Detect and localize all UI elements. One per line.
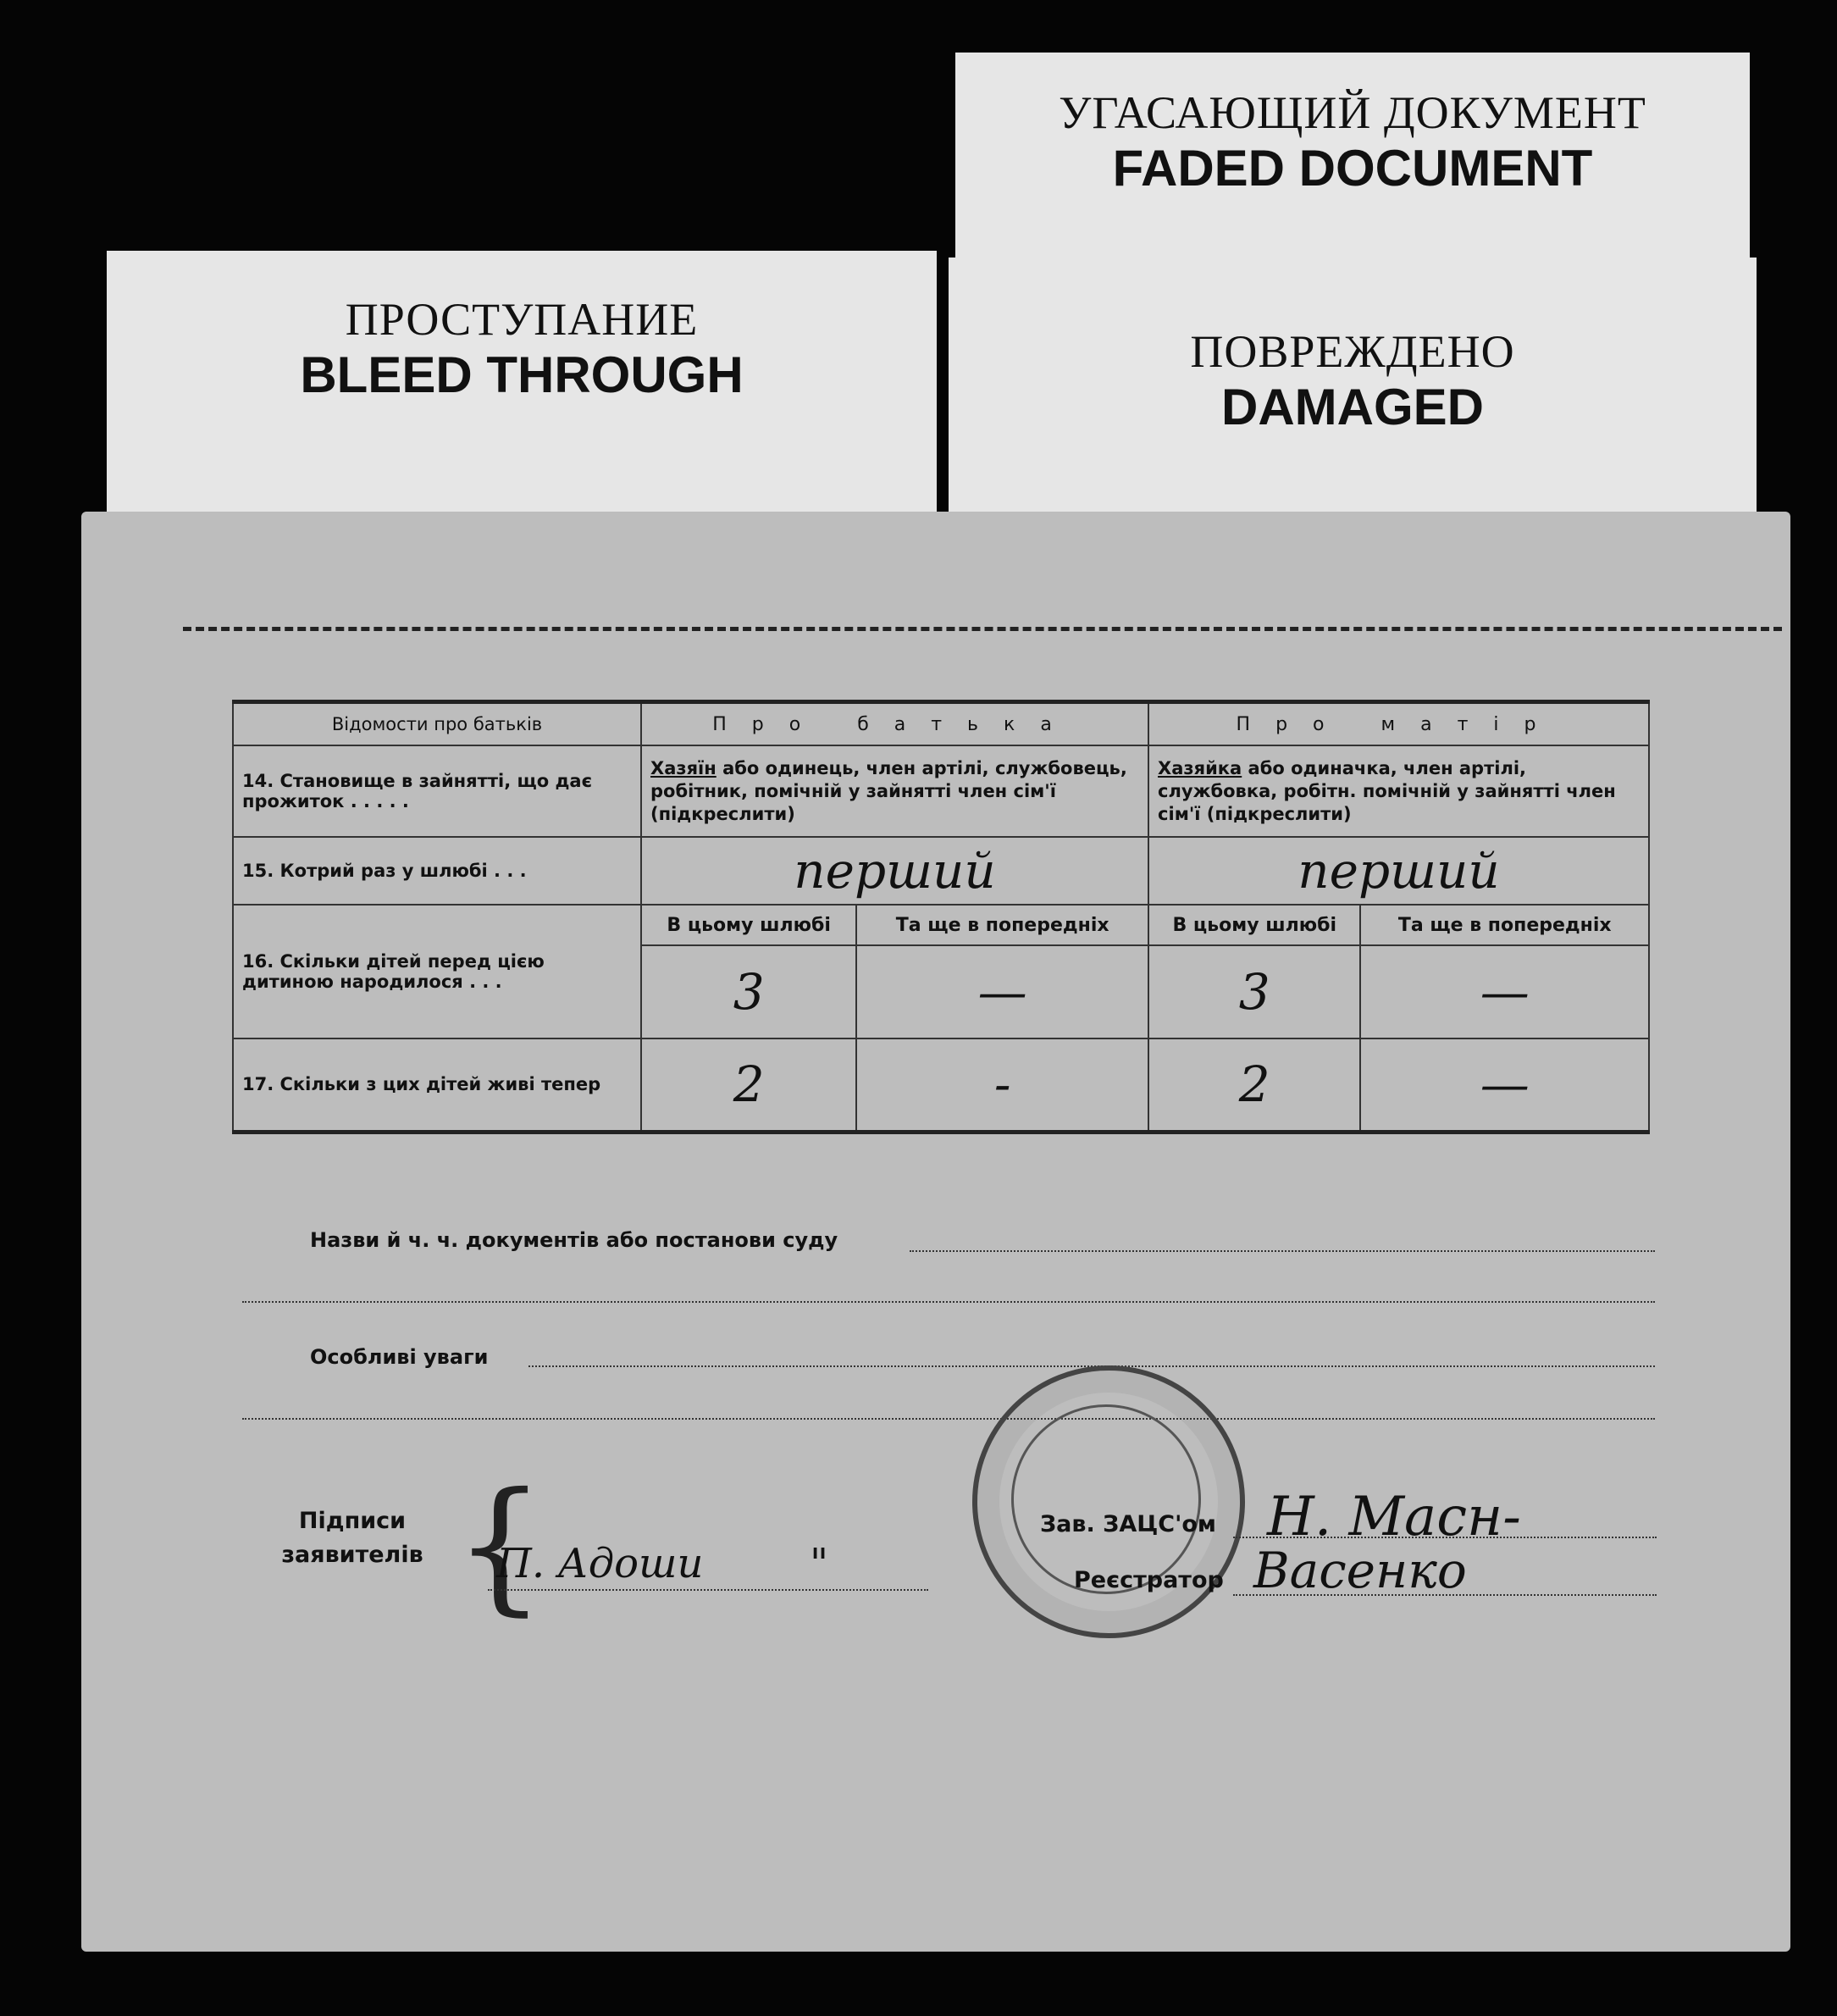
official-seal — [972, 1365, 1245, 1638]
bleed-ru-label: ПРОСТУПАНИЕ — [345, 294, 699, 345]
row17-mother-this: 2 — [1148, 1038, 1360, 1132]
applicant-mark: " — [810, 1540, 829, 1587]
row17-mother-prev: — — [1360, 1038, 1649, 1132]
row14-mother — [1148, 745, 1649, 837]
faded-ru-label: УГАСАЮЩИЙ ДОКУМЕНТ — [1059, 87, 1646, 138]
row17-father-prev: - — [856, 1038, 1148, 1132]
parents-info-table — [232, 700, 1650, 1134]
registrar-signature: Васенко — [1253, 1542, 1467, 1599]
row16-mother-prev: — — [1360, 945, 1649, 1038]
row16-mother-this: 3 — [1148, 945, 1360, 1038]
document-page — [81, 512, 1790, 1952]
bleed-en-label: BLEED THROUGH — [300, 346, 744, 403]
applicants-label-line-2: заявителів — [281, 1542, 423, 1568]
row15-father-value: перший — [641, 837, 1148, 905]
mother-occupation-underlined: Хазяйка — [1158, 757, 1242, 778]
table-row — [233, 837, 1649, 905]
header-father: Про батька — [641, 702, 1148, 746]
applicant-signature-line — [488, 1589, 928, 1591]
table-row — [233, 745, 1649, 837]
faded-document-card — [955, 53, 1750, 264]
damaged-en-label: DAMAGED — [1221, 379, 1484, 435]
row17-father-this: 2 — [641, 1038, 856, 1132]
row16-father-this: 3 — [641, 945, 856, 1038]
mother-in-this-header: В цьому шлюбі — [1148, 905, 1360, 945]
applicants-signatures-label — [276, 1504, 429, 1572]
documents-line-2 — [242, 1301, 1655, 1303]
seal-inner-ring — [1011, 1404, 1201, 1594]
faded-en-label: FADED DOCUMENT — [1112, 140, 1593, 197]
row14-label: 14. Становище в зайнятті, що дає прожиток . . . . . — [233, 745, 641, 837]
table-header-row — [233, 702, 1649, 746]
head-signature-line — [1233, 1537, 1657, 1538]
table-subheader-row — [233, 905, 1649, 945]
applicants-label-line-1: Підписи — [298, 1508, 407, 1534]
mother-previous-header: Та ще в попередніх — [1360, 905, 1649, 945]
damaged-card — [949, 258, 1757, 529]
cut-line — [183, 627, 1782, 631]
registrar-label: Реєстратор — [1074, 1567, 1224, 1593]
notes-label: Особливі уваги — [310, 1345, 489, 1369]
row14-father — [641, 745, 1148, 837]
documents-line-1 — [910, 1250, 1655, 1252]
row15-label: 15. Котрий раз у шлюбі . . . — [233, 837, 641, 905]
header-mother: Про матір — [1148, 702, 1649, 746]
head-label: Зав. ЗАЦС'ом — [1040, 1511, 1216, 1537]
row16-label: 16. Скільки дітей перед цією дитиною народилося . . . — [233, 905, 641, 1038]
father-previous-header: Та ще в попередніх — [856, 905, 1148, 945]
brace-icon: { — [454, 1462, 546, 1630]
row16-father-prev: — — [856, 945, 1148, 1038]
row17-label: 17. Скільки з цих дітей живі тепер — [233, 1038, 641, 1132]
documents-label: Назви й ч. ч. документів або постанови суду — [310, 1228, 838, 1252]
applicant-signature: П. Адоши — [496, 1540, 704, 1587]
notes-line-2 — [242, 1418, 1655, 1420]
header-parents-info: Відомости про батьків — [233, 702, 641, 746]
head-signature: Н. Масн- — [1267, 1486, 1521, 1548]
table-row — [233, 1038, 1649, 1132]
bleed-through-card — [107, 251, 937, 530]
damaged-ru-label: ПОВРЕЖДЕНО — [1190, 326, 1515, 377]
father-occupation-text: або одинець, член артілі, службовець, робітник, помічній у зайнятті член сім'ї (підкреслити) — [650, 757, 1127, 824]
father-occupation-underlined: Хазяїн — [650, 757, 717, 778]
mother-occupation-text: або одиначка, член артілі, службовка, робітн. помічній у зайнятті член сім'ї (підкреслити) — [1158, 757, 1616, 824]
father-in-this-header: В цьому шлюбі — [641, 905, 856, 945]
registrar-signature-line — [1233, 1594, 1657, 1596]
row15-mother-value: перший — [1148, 837, 1649, 905]
